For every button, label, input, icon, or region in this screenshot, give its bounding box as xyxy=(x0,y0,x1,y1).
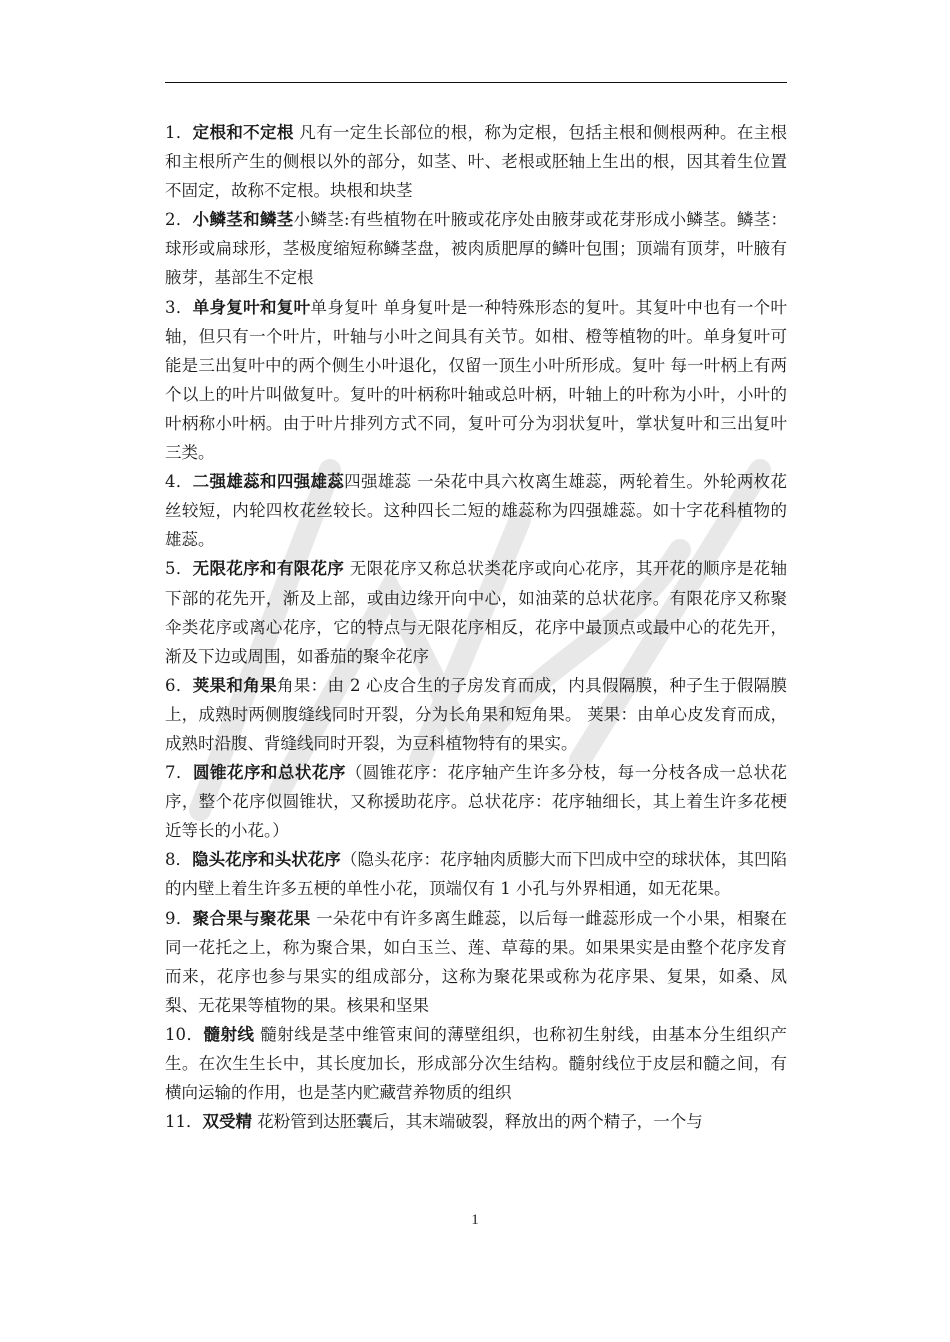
entry-number: 6． xyxy=(165,675,193,695)
entry-text: 四强雄蕊 一朵花中具六枚离生雄蕊，两轮着生。外轮两枚花丝较短，内轮四枚花丝较长。这种四长二短的雄蕊称为四强雄蕊。如十字花科植物的雄蕊。 xyxy=(165,472,788,550)
entry-number: 11． xyxy=(165,1112,203,1132)
entry-term: 荚果和角果 xyxy=(192,675,277,695)
entry-number: 5． xyxy=(165,559,193,579)
entry-7 xyxy=(165,758,787,845)
entry-term: 无限花序和有限花序 xyxy=(192,559,345,579)
entry-number: 3． xyxy=(165,297,193,317)
entry-number: 10． xyxy=(165,1024,204,1044)
entry-text: 花粉管到达胚囊后，其末端破裂，释放出的两个精子，一个与 xyxy=(252,1112,703,1132)
page-number: 1 xyxy=(471,1212,479,1228)
entry-number: 9． xyxy=(165,908,193,928)
entry-text: （圆锥花序：花序轴产生许多分枝，每一分枝各成一总状花序，整个花序似圆锥状，又称援助花序。总状花序：花序轴细长，其上着生许多花梗近等长的小花。） xyxy=(165,763,788,841)
entry-2 xyxy=(165,205,787,292)
entry-term: 单身复叶和复叶 xyxy=(192,297,311,317)
entry-8 xyxy=(165,845,787,903)
entry-5 xyxy=(165,554,787,670)
entry-11 xyxy=(165,1107,787,1136)
entry-text: 无限花序又称总状类花序或向心花序，其开花的顺序是花轴下部的花先开，渐及上部，或由边缘开向中心，如油菜的总状花序。有限花序又称聚伞类花序或离心花序，它的特点与无限花序相反，花序中最顶点或最中心的花先开，渐及下边或周围，如番茄的聚伞花序 xyxy=(165,559,788,666)
entry-term: 小鳞茎和鳞茎 xyxy=(192,210,294,230)
entry-term: 髓射线 xyxy=(203,1024,255,1044)
entry-text: （隐头花序：花序轴肉质膨大而下凹成中空的球状体，其凹陷的内壁上着生许多五梗的单性小花，顶端仅有 1 小孔与外界相通，如无花果。 xyxy=(165,850,788,899)
entry-9 xyxy=(165,904,787,1020)
entry-term: 隐头花序和头状花序 xyxy=(192,850,341,870)
entry-1 xyxy=(165,118,787,205)
entry-term: 二强雄蕊和四强雄蕊 xyxy=(192,472,345,492)
entry-term: 圆锥花序和总状花序 xyxy=(192,763,346,783)
content-body xyxy=(165,118,787,1136)
entry-text: 髓射线是茎中维管束间的薄壁组织，也称初生射线，由基本分生组织产生。在次生生长中，其长度加长，形成部分次生结构。髓射线位于皮层和髓之间，有横向运输的作用，也是茎内贮藏营养物质的组织 xyxy=(165,1024,788,1103)
entry-term: 定根和不定根 xyxy=(192,123,294,142)
entry-text: 凡有一定生长部位的根，称为定根，包括主根和侧根两种。在主根和主根所产生的侧根以外的部分，如茎、叶、老根或胚轴上生出的根，因其着生位置不固定，故称不定根。块根和块茎 xyxy=(165,123,788,201)
entry-term: 聚合果与聚花果 xyxy=(192,908,311,928)
entry-term: 双受精 xyxy=(202,1112,252,1132)
entry-text: 单身复叶 单身复叶是一种特殊形态的复叶。其复叶中也有一个叶轴，但只有一个叶片，叶轴与小叶之间具有关节。如柑、橙等植物的叶。单身复叶可能是三出复叶中的两个侧生小叶退化，仅留一顶生小叶所形成。复叶 每一叶柄上有两个以上的叶片叫做复叶。复叶的叶柄称叶轴或总叶柄，叶轴上的叶称为小叶，小叶的叶柄称小叶柄。由于叶片排列方式不同，复叶可分为羽状复叶，掌状复叶和三出复叶三类。 xyxy=(165,297,788,463)
entry-number: 7． xyxy=(165,763,193,783)
entry-3 xyxy=(165,293,787,468)
header-rule xyxy=(165,82,787,83)
entry-number: 1． xyxy=(165,123,193,142)
entry-10 xyxy=(165,1020,787,1107)
entry-number: 2． xyxy=(165,210,193,230)
entry-number: 4． xyxy=(165,472,193,492)
entry-number: 8． xyxy=(165,850,193,870)
entry-text: 小鳞茎:有些植物在叶腋或花序处由腋芽或花芽形成小鳞茎。鳞茎：球形或扁球形，茎极度缩短称鳞茎盘，被肉质肥厚的鳞叶包围；顶端有顶芽，叶腋有腋芽，基部生不定根 xyxy=(165,210,788,288)
entry-6 xyxy=(165,671,787,758)
entry-text: 一朵花中有许多离生雌蕊，以后每一雌蕊形成一个小果，相聚在同一花托之上，称为聚合果，如白玉兰、莲、草莓的果。如果果实是由整个花序发育而来，花序也参与果实的组成部分，这称为聚花果或称为花序果、复果，如桑、凤梨、无花果等植物的果。核果和坚果 xyxy=(165,908,788,1015)
entry-text: 角果：由 2 心皮合生的子房发育而成，内具假隔膜，种子生于假隔膜上，成熟时两侧腹缝线同时开裂，分为长角果和短角果。 荚果：由单心皮发育而成，成熟时沿腹、背缝线同时开裂，为豆科植物特有的果实。 xyxy=(165,675,787,753)
entry-4 xyxy=(165,467,787,554)
